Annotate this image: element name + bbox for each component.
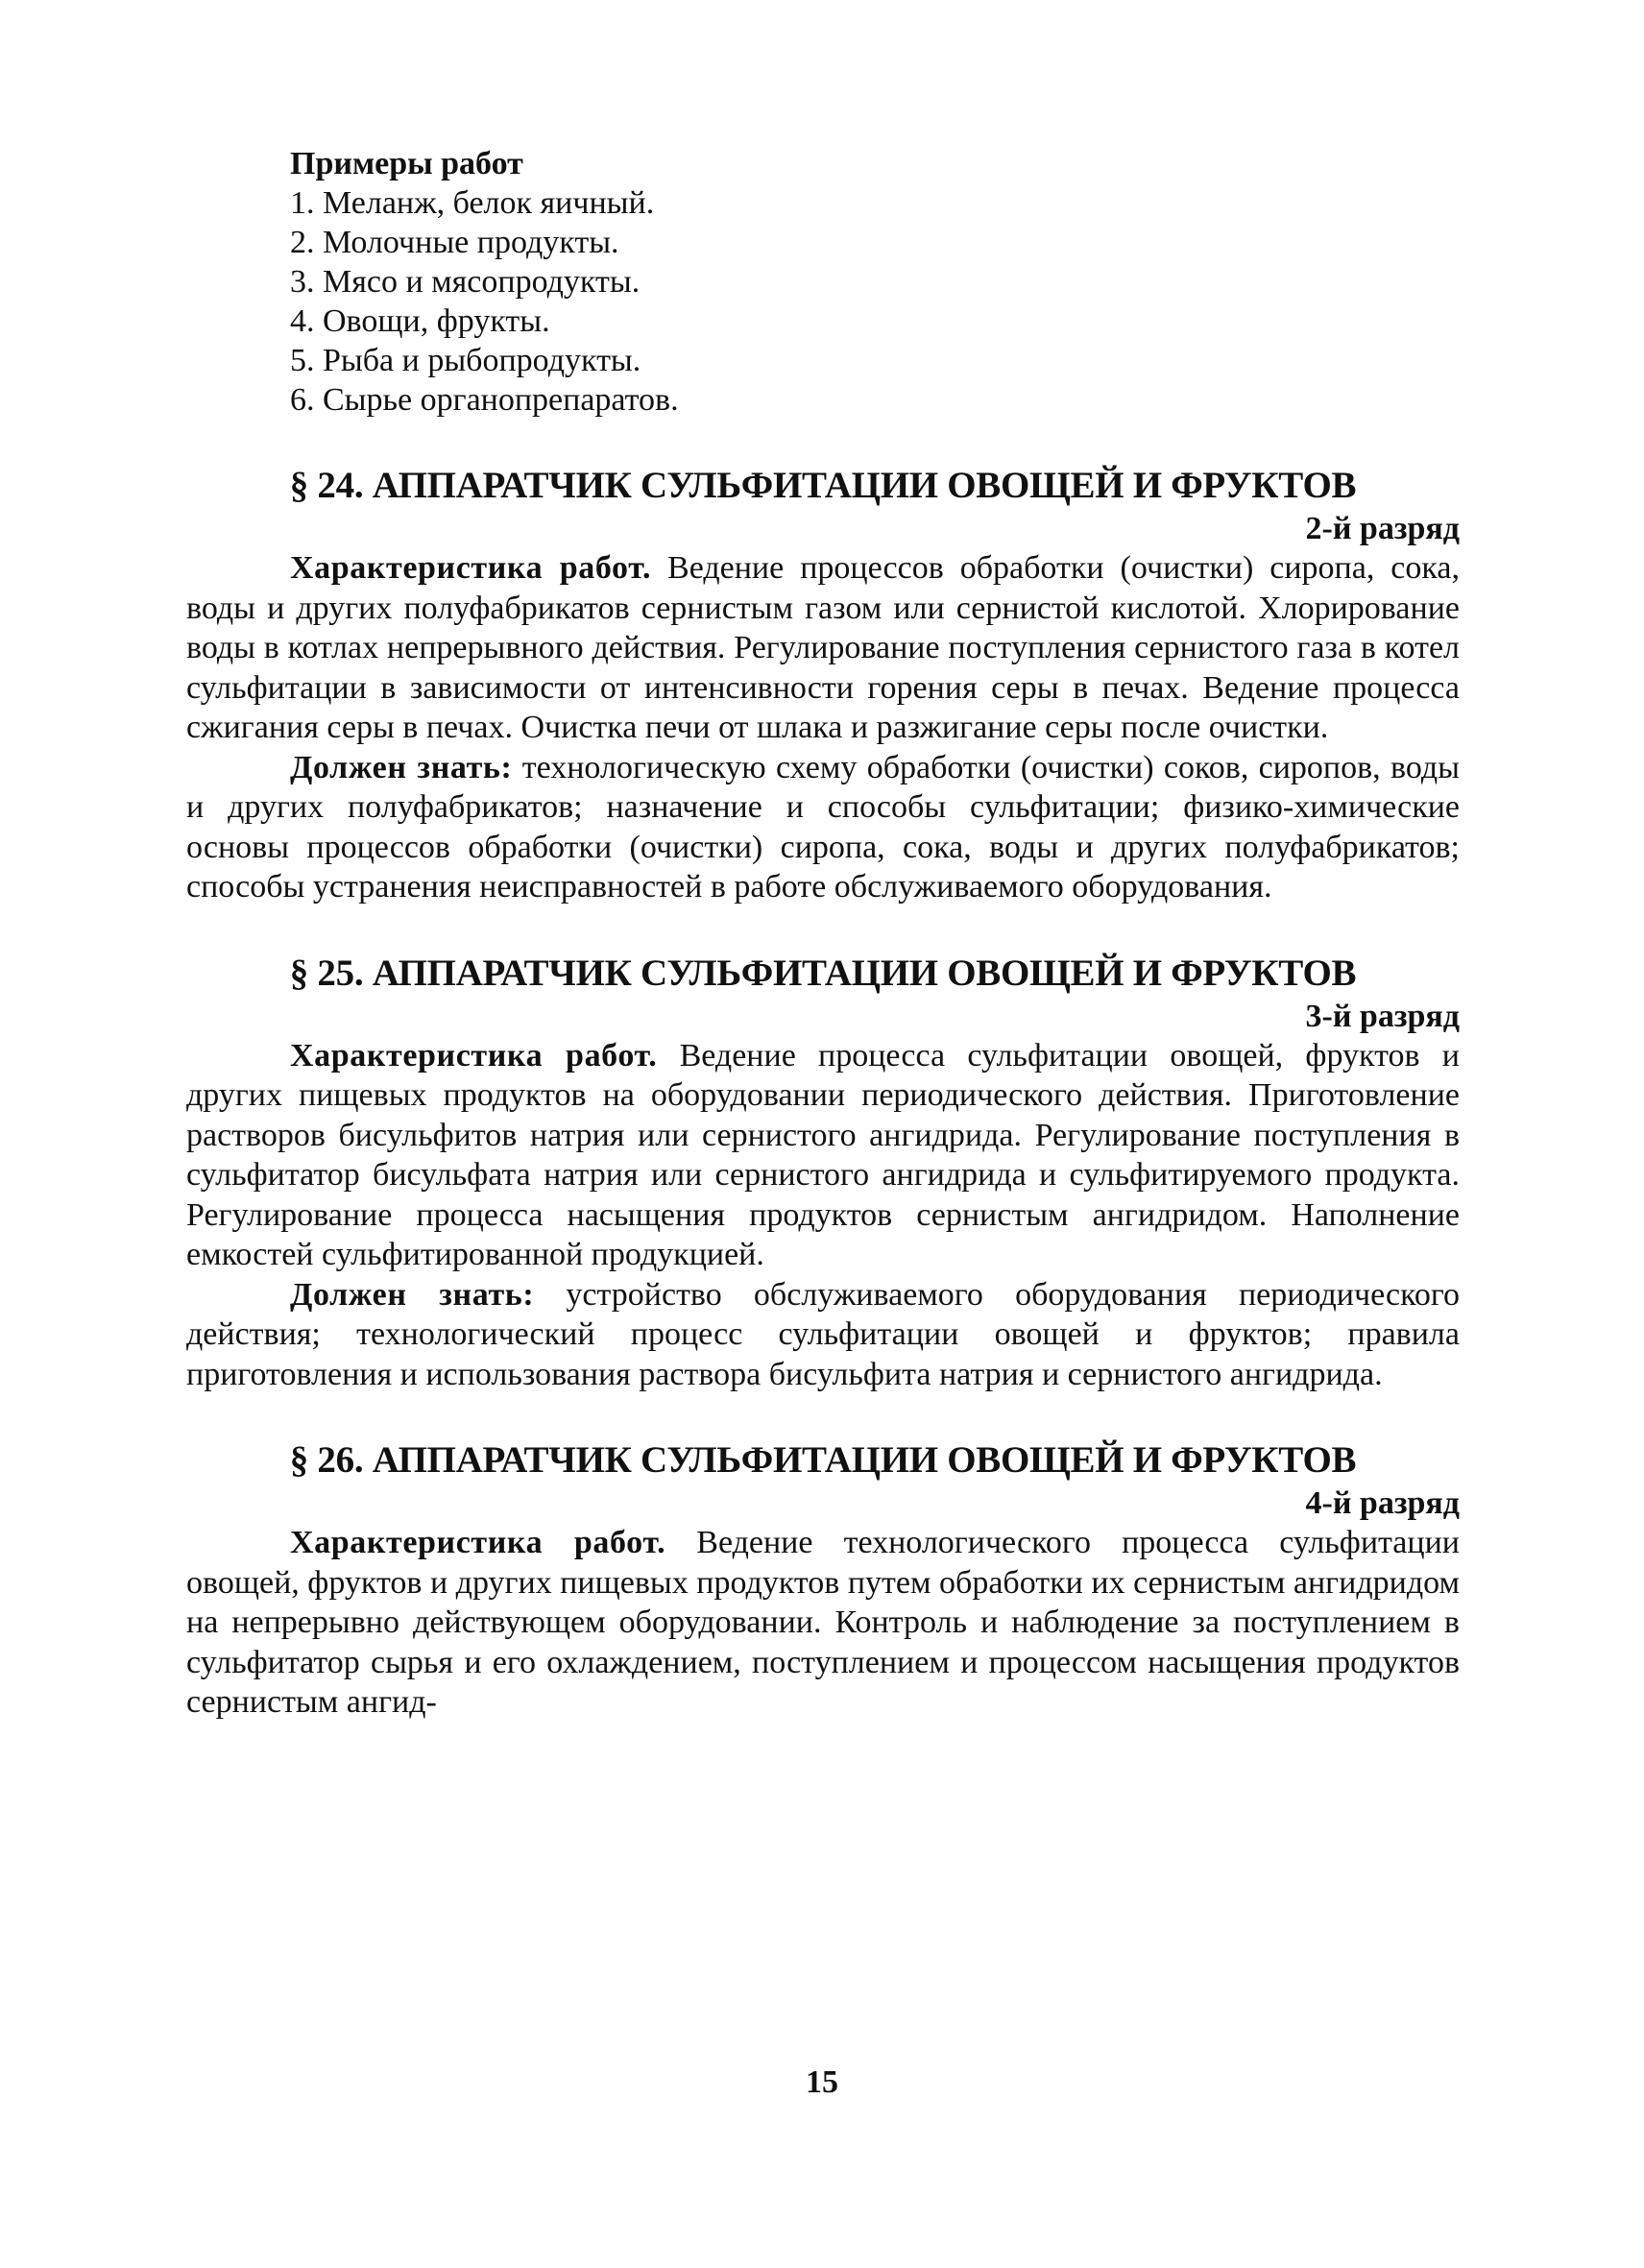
knowledge-label: Должен знать: bbox=[290, 1276, 535, 1313]
section-24 bbox=[186, 462, 1460, 907]
characteristics-text: Ведение технологического процесса сульфитации овощей, фруктов и других пищевых продуктов путем обработки их сернистым ангидридом на непрерывно действующем оборудовании. Контроль и наблюдение за поступлением в сульфитатор сырья и его охлаждением, поступлением и процессом насыщения продуктов сернистым ангид- bbox=[186, 1525, 1460, 1720]
grade-label: 3-й разряд bbox=[1305, 998, 1460, 1034]
examples-title: Примеры работ bbox=[290, 146, 523, 181]
work-characteristics bbox=[186, 1523, 1460, 1723]
page-number: 15 bbox=[806, 2064, 838, 2100]
examples-item: 3. Мясо и мясопродукты. bbox=[290, 264, 641, 300]
examples-item: 2. Молочные продукты. bbox=[290, 225, 619, 260]
examples-item: 5. Рыба и рыбопродукты. bbox=[290, 343, 641, 378]
characteristics-text: Ведение процессов обработки (очистки) сиропа, сока, воды и других полуфабрикатов сернистым газом или сернистой кислотой. Хлорирование воды в котлах непрерывного действия. Регулирование поступления сернистого газа в котел сульфитации в зависимости от интенсивности горения серы в печах. Ведение процесса сжигания серы в печах. Очистка печи от шлака и разжигание серы после очистки. bbox=[186, 550, 1460, 745]
characteristics-label: Характеристика работ. bbox=[290, 1037, 658, 1074]
required-knowledge bbox=[186, 1275, 1460, 1395]
characteristics-label: Характеристика работ. bbox=[290, 550, 652, 586]
section-title: § 25. АППАРАТЧИК СУЛЬФИТАЦИИ ОВОЩЕЙ И ФРУКТОВ bbox=[289, 952, 1357, 994]
section-title: § 26. АППАРАТЧИК СУЛЬФИТАЦИИ ОВОЩЕЙ И ФРУКТОВ bbox=[289, 1439, 1357, 1481]
work-examples bbox=[290, 144, 1460, 420]
knowledge-label: Должен знать: bbox=[290, 749, 513, 785]
grade-label: 4-й разряд bbox=[1305, 1485, 1460, 1521]
required-knowledge bbox=[186, 748, 1460, 907]
characteristics-label: Характеристика работ. bbox=[290, 1525, 666, 1560]
section-25 bbox=[186, 950, 1460, 1395]
examples-item: 6. Сырье органопрепаратов. bbox=[290, 382, 679, 418]
examples-item: 1. Меланж, белок яичный. bbox=[290, 185, 655, 221]
knowledge-text: технологическую схему обработки (очистки) соков, сиропов, воды и других полуфабрикатов; назначение и способы сульфитации; физико-химические основы процессов обработки (очистки) сиропа, сока, воды и других полуфабрикатов; способы устранения неисправностей в работе обслуживаемого оборудования. bbox=[186, 749, 1460, 905]
section-title: § 24. АППАРАТЧИК СУЛЬФИТАЦИИ ОВОЩЕЙ И ФРУКТОВ bbox=[289, 465, 1357, 506]
section-26 bbox=[186, 1436, 1460, 1723]
characteristics-text: Ведение процесса сульфитации овощей, фруктов и других пищевых продуктов на оборудовании периодического действия. Приготовление растворов бисульфитов натрия или сернистого ангидрида. Регулирование поступления в сульфитатор бисульфата натрия или сернистого ангидрида и сульфитируемого продукта. Регулирование процесса насыщения продуктов сернистым ангидридом. Наполнение емкостей сульфитированной продукцией. bbox=[186, 1037, 1460, 1272]
examples-item: 4. Овощи, фрукты. bbox=[290, 303, 550, 339]
work-characteristics bbox=[186, 1036, 1460, 1275]
grade-label: 2-й разряд bbox=[1305, 511, 1460, 546]
document-page bbox=[186, 144, 1460, 1723]
knowledge-text: устройство обслуживаемого оборудования периодического действия; технологический процесс сульфитации овощей и фруктов; правила приготовления и использования раствора бисульфита натрия и сернистого ангидрида. bbox=[186, 1276, 1460, 1392]
work-characteristics bbox=[186, 548, 1460, 748]
